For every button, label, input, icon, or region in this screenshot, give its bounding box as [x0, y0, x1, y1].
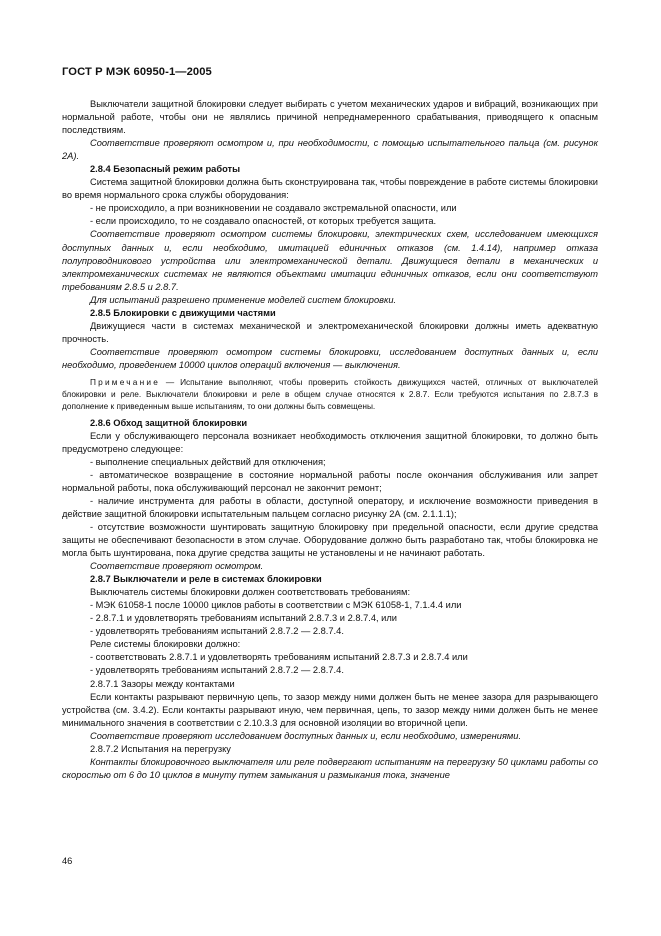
compliance-paragraph: Соответствие проверяют осмотром системы блокировки, исследованием доступных данных и, если необходимо, проведением 10000 циклов операций включения — выключения.	[62, 346, 598, 370]
paragraph: Система защитной блокировки должна быть сконструирована так, чтобы повреждение в работе системы блокировки во время нормального срока службы оборудования:	[62, 177, 598, 201]
page-number: 46	[62, 856, 73, 866]
paragraph: Контакты блокировочного выключателя или реле подвергают испытаниям на перегрузку 50 циклами работы со скоростью от 6 до 10 циклов в минуту путем замыкания и размыкания тока, значение	[62, 756, 598, 780]
section-heading: 2.8.7 Выключатели и реле в системах блокировки	[90, 574, 322, 585]
paragraph: Выключатель системы блокировки должен соответствовать требованиям:	[90, 587, 411, 598]
paragraph: Для испытаний разрешено применение моделей систем блокировки.	[90, 294, 397, 305]
paragraph: Движущиеся части в системах механической и электромеханической блокировки должны иметь адекватную прочность.	[62, 320, 598, 344]
compliance-paragraph: Соответствие проверяют осмотром системы блокировки, электрических схем, исследованием имеющихся доступных данных и, если необходимо, имитацией единичных отказов (см. 1.4.14), например отказа полупроводникового устройства или электромеханической детали. Движущиеся детали в механических и электромеханических системах не являются объектами имитации единичных отказов, если они соответствуют требованиям 2.8.5 и 2.8.7.	[62, 229, 598, 292]
paragraph: Если у обслуживающего персонала возникает необходимость отключения защитной блокировки, то должно быть предусмотрено следующее:	[62, 430, 598, 454]
list-item: - удовлетворять требованиям испытаний 2.8.7.2 — 2.8.7.4.	[90, 665, 344, 676]
compliance-paragraph: Соответствие проверяют осмотром.	[90, 561, 264, 572]
list-item: - соответствовать 2.8.7.1 и удовлетворять требованиям испытаний 2.8.7.3 и 2.8.7.4 или	[90, 652, 468, 663]
note-paragraph	[62, 376, 598, 413]
list-item: - отсутствие возможности шунтировать защитную блокировку при предельной опасности, если другие средства защиты не обеспечивают безопасности в этом случае. Оборудование должно быть разработано так, чтобы блокировка не могла быть шунтирована, пока другие средства защиты не установлены и не начинают работать.	[62, 521, 598, 559]
subsection-heading: 2.8.7.2 Испытания на перегрузку	[90, 743, 231, 754]
paragraph: Реле системы блокировки должно:	[90, 639, 241, 650]
document-header: ГОСТ Р МЭК 60950-1—2005	[62, 66, 212, 78]
document-body	[62, 98, 598, 782]
note-label: Примечание	[90, 376, 161, 387]
paragraph: Если контакты разрывают первичную цепь, то зазор между ними должен быть не менее зазора для разрывающего устройства (см. 3.4.2). Если контакты разрывают иную, чем первичная, цепь, то зазор между ними должен быть не менее минимального значения в соответствии с 2.10.3.3 для основной изоляции во вторичной цепи.	[62, 691, 598, 728]
section-heading: 2.8.6 Обход защитной блокировки	[90, 417, 248, 428]
list-item: - если происходило, то не создавало опасностей, от которых требуется защита.	[90, 216, 437, 227]
list-item: - 2.8.7.1 и удовлетворять требованиям испытаний 2.8.7.3 и 2.8.7.4, или	[90, 613, 397, 624]
compliance-paragraph: Соответствие проверяют исследованием доступных данных и, если необходимо, измерениями.	[90, 730, 522, 741]
list-item: - не происходило, а при возникновении не создавало экстремальной опасности, или	[90, 203, 457, 214]
list-item: - удовлетворять требованиям испытаний 2.8.7.2 — 2.8.7.4.	[90, 626, 344, 637]
note-text: — Испытание выполняют, чтобы проверить стойкость движущихся частей, отличных от выключателей блокировки и реле. Выключатели блокировки и реле в общем случае относятся к 2.8.7. Если требуются испытания по 2.8.7.3 в дополнение к приведенным выше испытаниям, то они должны быть совмещены.	[62, 376, 598, 412]
paragraph: Выключатели защитной блокировки следует выбирать с учетом механических ударов и вибраций, возникающих при нормальной работе, чтобы они не являлись причиной непреднамеренного срабатывания, приводящего к опасным последствиям.	[62, 99, 598, 136]
list-item: - МЭК 61058-1 после 10000 циклов работы в соответствии с МЭК 61058-1, 7.1.4.4 или	[90, 600, 462, 611]
section-heading: 2.8.4 Безопасный режим работы	[90, 164, 241, 175]
list-item: - наличие инструмента для работы в области, доступной оператору, и исключение возможности приведения в действие защитной блокировки испытательным пальцем согласно рисунку 2А (см. 2.1.1.1);	[62, 495, 598, 519]
compliance-paragraph: Соответствие проверяют осмотром и, при необходимости, с помощью испытательного пальца (см. рисунок 2А).	[62, 138, 598, 162]
list-item: - автоматическое возвращение в состояние нормальной работы после окончания обслуживания или запрет нормальной работы, пока обслуживающий персонал не закончит ремонт;	[62, 469, 598, 493]
section-heading: 2.8.5 Блокировки с движущими частями	[90, 307, 276, 318]
subsection-heading: 2.8.7.1 Зазоры между контактами	[90, 678, 235, 689]
list-item: - выполнение специальных действий для отключения;	[90, 456, 326, 467]
